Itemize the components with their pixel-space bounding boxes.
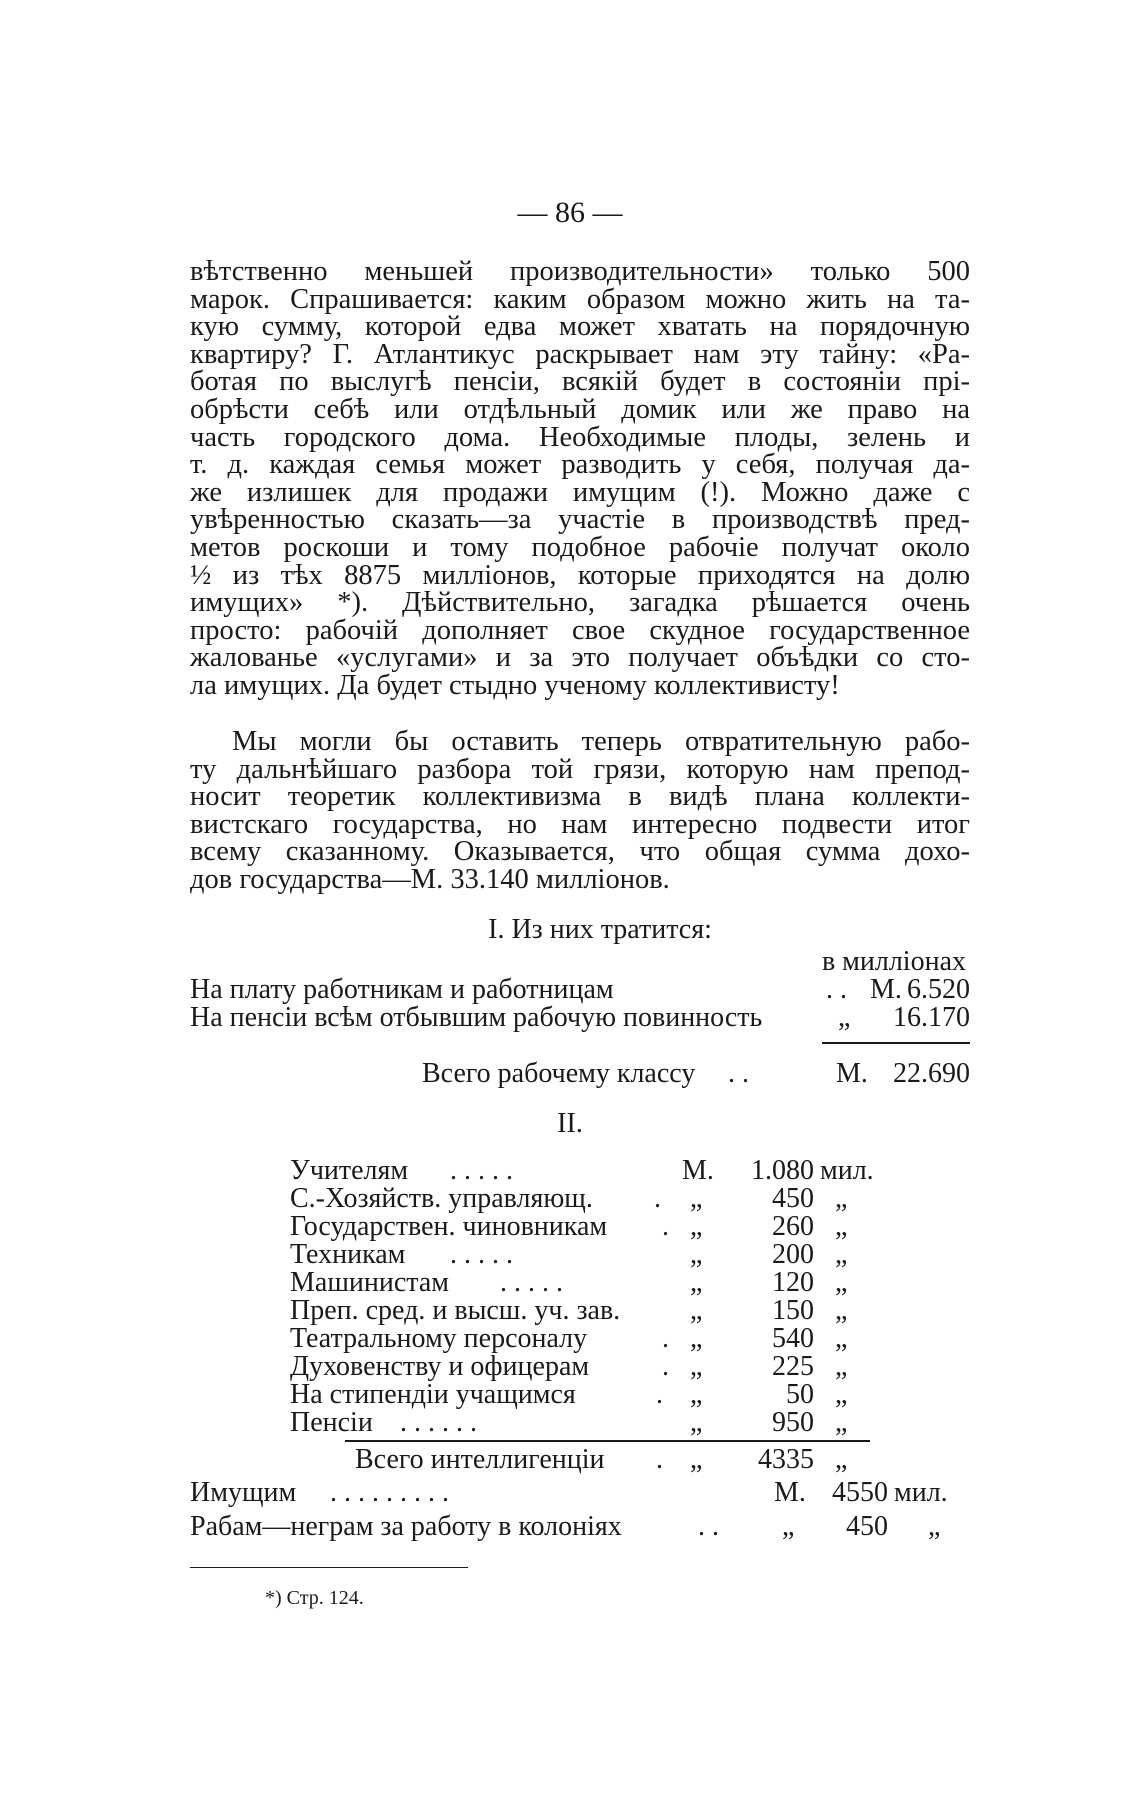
text-line: т. д. каждая семья может разводить у себя, получая да- [190, 449, 970, 481]
row-label: Всего интеллигенцiи [355, 1444, 605, 1475]
row-currency: „ [690, 1183, 703, 1214]
row-currency: М. [870, 974, 902, 1005]
row-label: Рабам—неграм за работу в колонiях [190, 1511, 622, 1542]
row-currency: „ [690, 1295, 703, 1326]
row-label: На пенсiи всѣм отбывшим рабочую повинность [190, 1002, 763, 1033]
row-label: Преп. сред. и высш. уч. зав. [290, 1295, 621, 1326]
row-currency: „ [690, 1444, 703, 1475]
row-label: Пенсiи [290, 1407, 373, 1438]
text-line: носит теоретик коллективизма в видѣ плана коллекти- [190, 781, 970, 813]
row-amount: 4335 [758, 1444, 814, 1475]
row-dots: . [656, 1444, 663, 1475]
row-amount: 16.170 [893, 1002, 970, 1033]
text-line: всему сказанному. Оказывается, что общая сумма дохо- [190, 836, 970, 868]
text-line: ла имущих. Да будет стыдно ученому коллективисту! [190, 669, 840, 701]
row-unit: „ [835, 1239, 848, 1270]
row-amount: 540 [772, 1323, 814, 1354]
row-unit: „ [835, 1295, 848, 1326]
row-dots: . [662, 1211, 669, 1242]
row-unit: „ [835, 1407, 848, 1438]
row-amount: 225 [772, 1351, 814, 1382]
text-line: жалованье «услугами» и за это получает объѣдки со сто- [190, 642, 970, 674]
row-dots: . [656, 1379, 663, 1410]
text-line: вистскаго государства, но нам интересно подвести итог [190, 808, 970, 840]
row-dots: . . . . . [450, 1239, 513, 1270]
text-line: ту дальнѣйшаго разбора той грязи, которую нам препод- [190, 753, 970, 785]
page-number: — 86 — [517, 196, 623, 229]
text-line: обрѣсти себѣ или отдѣльный домик или же право на [190, 393, 970, 425]
text-line: вѣтственно меньшей производительности» только 500 [190, 256, 970, 287]
row-dots: . . [728, 1058, 749, 1089]
row-dots: . [662, 1351, 669, 1382]
section-2-heading: II. [557, 1108, 583, 1139]
text-line: квартиру? Г. Атлантикус раскрывает нам эту тайну: «Ра- [190, 338, 970, 370]
row-currency: „ [690, 1407, 703, 1438]
row-amount: 22.690 [893, 1058, 970, 1089]
row-label: Машинистам [290, 1267, 449, 1298]
row-unit: „ [835, 1379, 848, 1410]
row-dots: . . [826, 974, 847, 1005]
row-unit: мил. [894, 1477, 948, 1508]
row-label: Техникам [290, 1239, 406, 1270]
text-line: кую сумму, которой едва может хватать на порядочную [190, 311, 970, 343]
section-1-heading: I. Из них тратится: [488, 914, 712, 945]
row-currency: М. [682, 1155, 714, 1186]
row-label: Театральному персоналу [290, 1323, 588, 1354]
row-amount: 150 [772, 1295, 814, 1326]
unit-label: в миллiонах [821, 946, 966, 977]
row-currency: „ [690, 1379, 703, 1410]
row-amount: 4550 [832, 1477, 888, 1508]
row-unit: „ [835, 1351, 848, 1382]
row-dots: . . [698, 1511, 719, 1542]
row-dots: . . . . . . [400, 1407, 477, 1438]
text-line: увѣренностью сказать—за участiе в производствѣ пред- [190, 504, 970, 536]
text-line: часть городского дома. Необходимые плоды, зелень и [190, 421, 970, 453]
row-unit: „ [835, 1267, 848, 1298]
row-dots: . [662, 1323, 669, 1354]
row-label: Духовенству и офицерам [290, 1351, 590, 1382]
row-dots: . . . . . . . . . [330, 1477, 449, 1508]
row-amount: 260 [772, 1211, 814, 1242]
text-line: же излишек для продажи имущим (!). Можно даже с [190, 476, 970, 508]
row-unit: „ [835, 1323, 848, 1354]
row-amount: 50 [786, 1379, 814, 1410]
text-line: просто: рабочiй дополняет свое скудное государственное [190, 614, 970, 646]
text-line: имущих» *). Дѣйствительно, загадка рѣшается очень [190, 587, 970, 619]
row-label: На стипендiи учащимся [290, 1379, 576, 1410]
row-amount: 450 [772, 1183, 814, 1214]
row-label: Имущим [190, 1477, 297, 1508]
row-amount: 6.520 [907, 974, 970, 1005]
row-amount: 950 [772, 1407, 814, 1438]
row-unit: „ [835, 1211, 848, 1242]
row-currency: М. [836, 1058, 868, 1089]
text-line: метов роскоши и тому подобное рабочiе получат около [190, 531, 970, 563]
row-amount: 120 [772, 1267, 814, 1298]
row-currency: „ [690, 1267, 703, 1298]
text-line: ½ из тѣх 8875 миллiонов, которые приходятся на долю [190, 559, 970, 591]
row-currency: „ [690, 1239, 703, 1270]
row-label: С.-Хозяйств. управляющ. [290, 1183, 593, 1214]
sum-rule [822, 1042, 970, 1044]
row-unit: „ [928, 1511, 941, 1542]
row-label: Учителям [290, 1155, 409, 1186]
row-amount: 200 [772, 1239, 814, 1270]
row-unit: „ [835, 1444, 848, 1475]
row-currency: „ [838, 1002, 851, 1033]
text-line: марок. Спрашивается: каким образом можно жить на та- [190, 283, 970, 315]
text-line: дов государства—М. 33.140 миллiонов. [190, 863, 670, 895]
row-currency: „ [782, 1511, 795, 1542]
row-unit: мил. [820, 1155, 874, 1186]
row-amount: 1.080 [751, 1155, 814, 1186]
row-dots: . [654, 1183, 661, 1214]
text-line: ботая по выслугѣ пенсiи, всякiй будет в состоянiи прi- [190, 366, 970, 398]
text-line: Мы могли бы оставить теперь отвратительную рабо- [232, 726, 970, 757]
row-label: Всего рабочему классу [422, 1058, 696, 1089]
sum-rule [345, 1440, 870, 1442]
paragraph-2 [190, 728, 970, 894]
row-dots: . . . . . [500, 1267, 563, 1298]
row-label: Государствен. чиновникам [290, 1211, 608, 1242]
row-dots: . . . . . [450, 1155, 513, 1186]
paragraph-1 [190, 258, 970, 700]
row-currency: „ [690, 1211, 703, 1242]
footnote: *) Стр. 124. [265, 1587, 364, 1609]
row-amount: 450 [846, 1511, 888, 1542]
row-currency: „ [690, 1351, 703, 1382]
row-label: На плату работникам и работницам [190, 974, 614, 1005]
footnote-rule [190, 1567, 468, 1568]
row-unit: „ [835, 1183, 848, 1214]
row-currency: М. [774, 1477, 806, 1508]
row-currency: „ [690, 1323, 703, 1354]
